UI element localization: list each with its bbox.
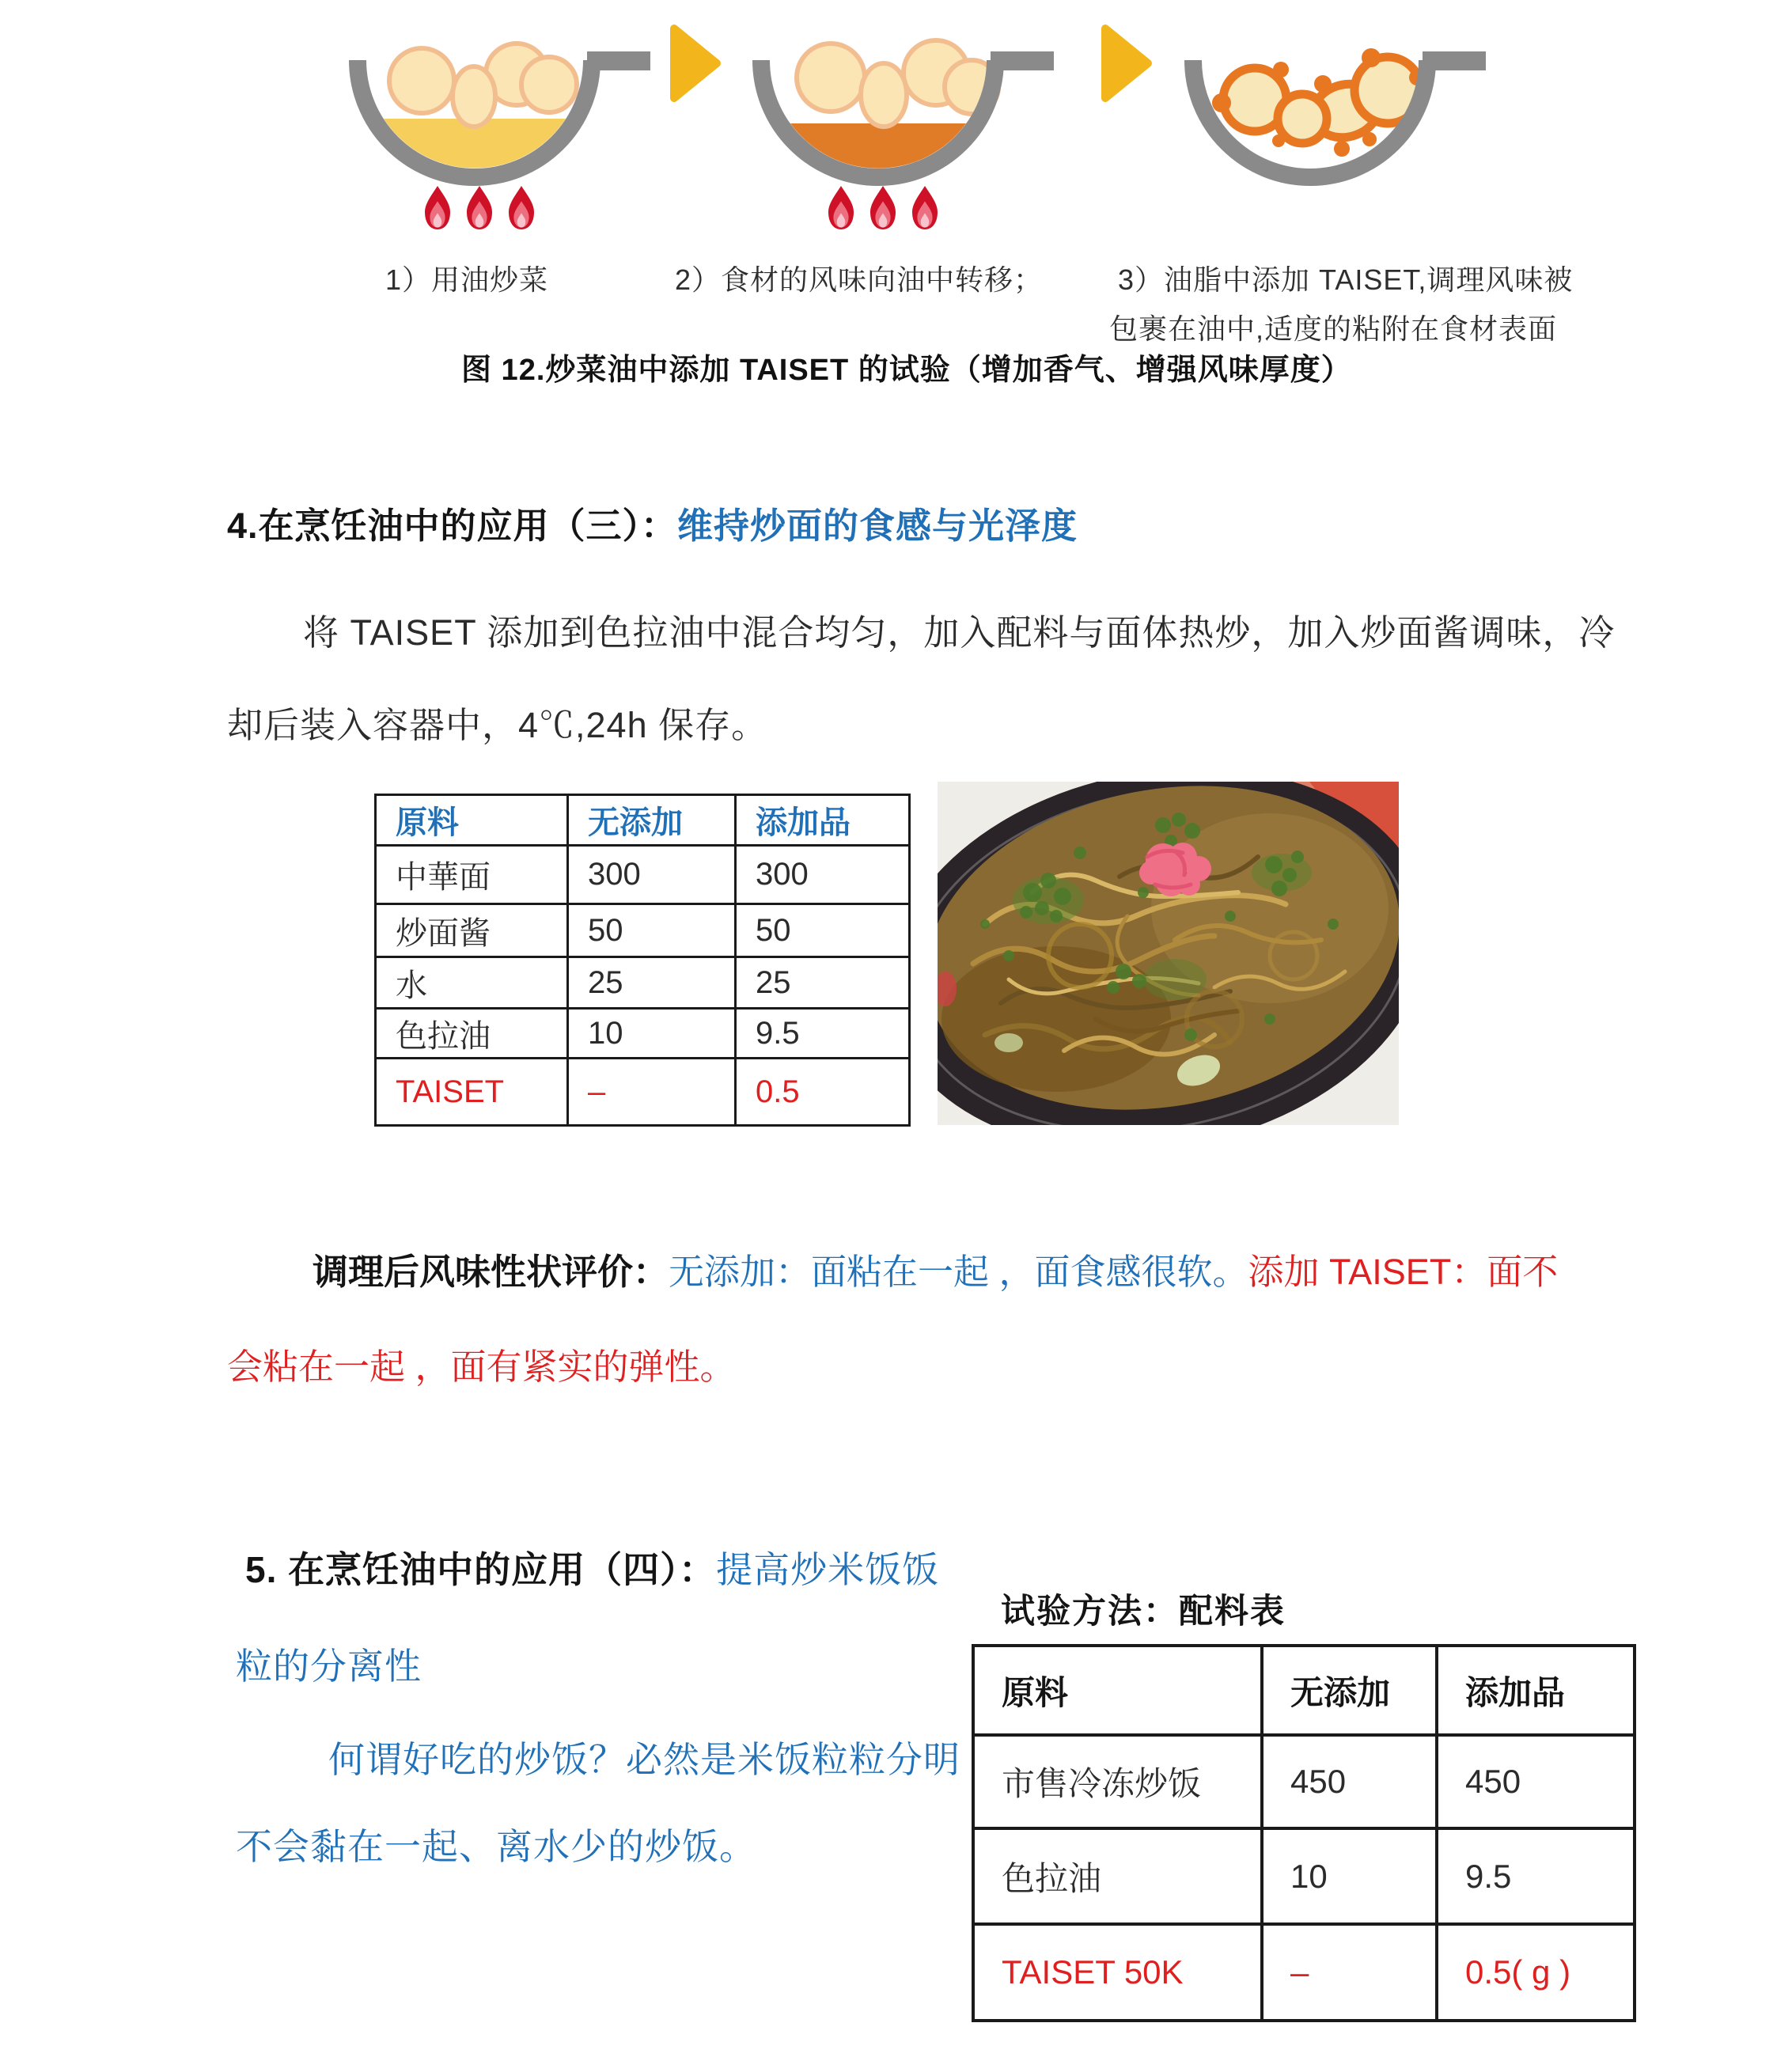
wok-taiset-coated-icon [1176, 14, 1492, 236]
wok-flavor-transfer-icon [744, 14, 1060, 236]
table-header-cell: 添加品 [737, 796, 908, 847]
step3-caption-line2: 包裹在油中,适度的粘附在食材表面 [1109, 313, 1558, 345]
section4-paragraph-line1: 将 TAISET 添加到色拉油中混合均匀，加入配料与面体热炒，加入炒面酱调味，冷 [303, 612, 1616, 653]
table-cell: 0.5( g ) [1465, 1953, 1571, 1991]
table-header-cell: 无添加 [1263, 1647, 1438, 1737]
section4-paragraph-line2: 却后装入容器中，4℃,24h 保存。 [227, 705, 768, 745]
section4-heading [227, 497, 1078, 548]
section5-heading-line2: 粒的分离性 [236, 1646, 422, 1687]
method-title: 试验方法：配料表 [1001, 1593, 1286, 1631]
section5-heading-blue: 提高炒米饭饭 [716, 1549, 940, 1590]
table-header-cell: 添加品 [1438, 1647, 1633, 1737]
evaluation-label: 调理后风味性状评价： [313, 1252, 669, 1292]
table-cell: 中華面 [377, 847, 569, 905]
table-cell: 50 [569, 905, 737, 958]
evaluation-no-additive: 无添加：面粘在一起 ，面食感很软。 [669, 1252, 1248, 1292]
table-cell: 25 [569, 958, 737, 1010]
table-cell: 50 [737, 905, 908, 958]
arrow-right-icon [667, 24, 724, 103]
step2-caption: 2）食材的风味向油中转移； [675, 263, 1044, 296]
section5-body-line2: 不会黏在一起、离水少的炒饭。 [236, 1826, 756, 1867]
table-cell: 9.5 [1438, 1830, 1633, 1926]
table-cell: 300 [569, 847, 737, 905]
table-cell: – [569, 1059, 737, 1124]
section4-heading-blue: 维持炒面的食感与光泽度 [677, 506, 1078, 546]
table-cell: 炒面酱 [377, 905, 569, 958]
table-cell: 9.5 [737, 1010, 908, 1059]
step1-caption: 1）用油炒菜 [385, 263, 549, 296]
figure-caption: 图 12.炒菜油中添加 TAISET 的试验（增加香气、增强风味厚度） [461, 354, 1352, 387]
evaluation-line1 [313, 1243, 1558, 1294]
section5-heading-black: 5. 在烹饪油中的应用（四）： [245, 1549, 717, 1590]
table-cell: 300 [737, 847, 908, 905]
table-cell: 10 [569, 1010, 737, 1059]
table-cell: 450 [1263, 1737, 1438, 1830]
ingredients-table-fried-rice [972, 1644, 1636, 2022]
ingredients-table-noodles [374, 794, 911, 1127]
section4-heading-black: 4.在烹饪油中的应用（三）： [227, 506, 678, 546]
table-cell: 0.5 [756, 1074, 800, 1109]
table-cell-taiset: TAISET 50K [975, 1926, 1263, 2019]
section5-body-line1: 何谓好吃的炒饭？必然是米饭粒粒分明 [328, 1739, 960, 1780]
yakisoba-noodles-photo [938, 782, 1399, 1125]
evaluation-line2: 会粘在一起 ，面有紧实的弹性。 [227, 1347, 736, 1387]
table-cell: 10 [1263, 1830, 1438, 1926]
table-cell-taiset: TAISET [377, 1059, 569, 1124]
table-cell: 水 [377, 958, 569, 1010]
table-cell: 色拉油 [377, 1010, 569, 1059]
table-cell: 450 [1438, 1737, 1633, 1830]
table-header-cell: 原料 [975, 1647, 1263, 1737]
step3-caption-line1: 3）油脂中添加 TAISET,调理风味被 [1118, 263, 1574, 296]
evaluation-with-taiset: 添加 TAISET：面不 [1248, 1252, 1559, 1292]
flame-icon [425, 186, 534, 229]
table-header-cell: 原料 [377, 796, 569, 847]
table-cell: 色拉油 [975, 1830, 1263, 1926]
arrow-right-icon [1098, 24, 1155, 103]
flame-icon [828, 186, 938, 229]
table-cell: 市售冷冻炒饭 [975, 1737, 1263, 1830]
wok-frying-icon [340, 14, 657, 236]
table-cell: 25 [737, 958, 908, 1010]
table-cell: – [1263, 1926, 1438, 2019]
table-header-cell: 无添加 [569, 796, 737, 847]
section5-heading [245, 1541, 939, 1593]
